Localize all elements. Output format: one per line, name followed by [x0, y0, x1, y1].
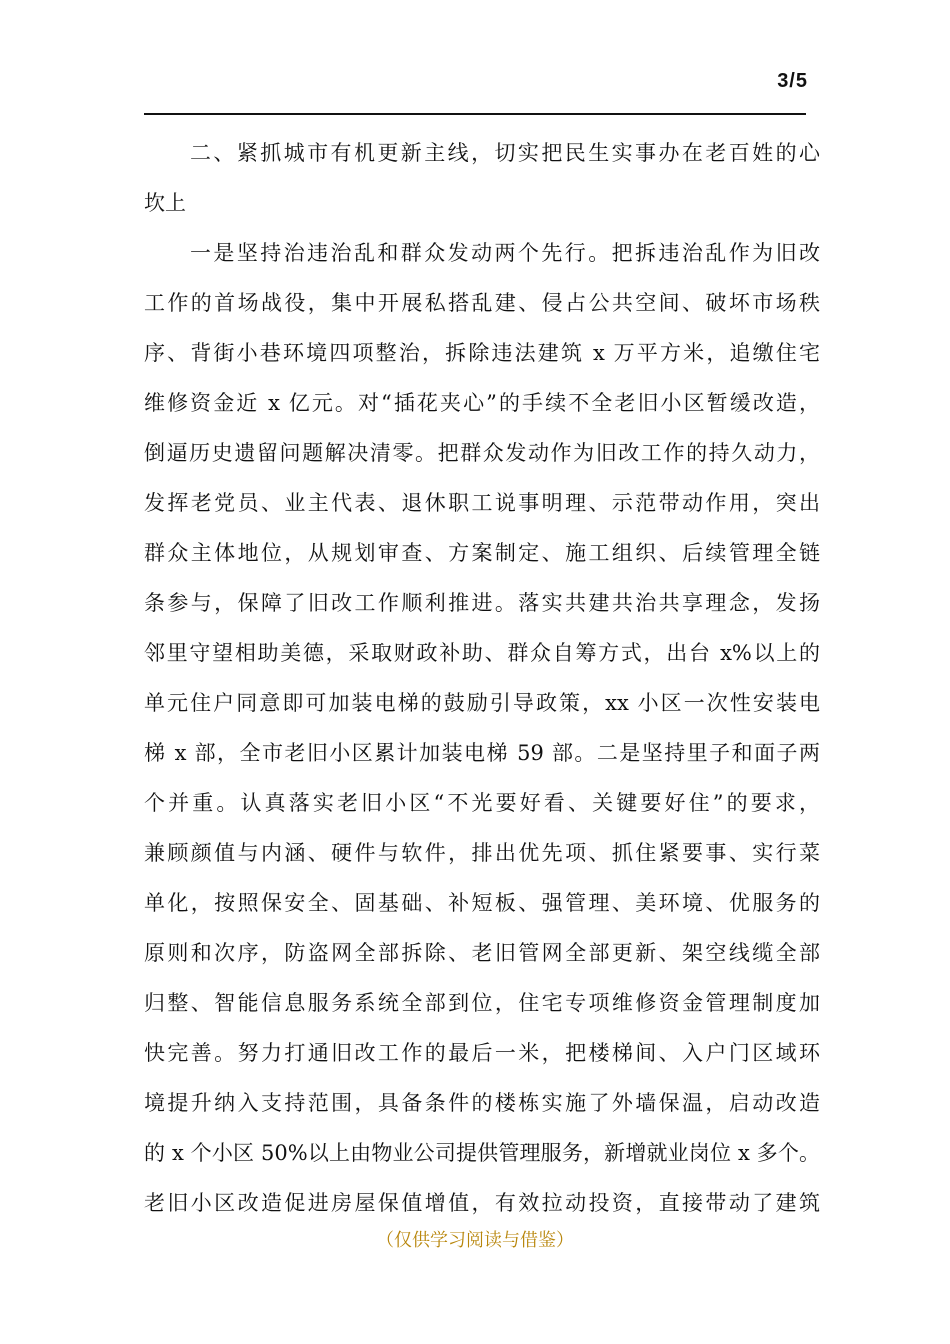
paragraph-line: 邻里守望相助美德，采取财政补助、群众自筹方式，出台 x%以上的 — [144, 641, 820, 665]
paragraph-line: 维修资金近 x 亿元。对“插花夹心”的手续不全老旧小区暂缓改造， — [144, 391, 820, 415]
paragraph-line: 个并重。认真落实老旧小区“不光要好看、关键要好住”的要求， — [144, 791, 820, 815]
section-heading-line: 坎上 — [144, 191, 186, 215]
paragraph-line: 工作的首场战役，集中开展私搭乱建、侵占公共空间、破坏市场秩 — [144, 291, 820, 315]
paragraph-line: 的 x 个小区 50%以上由物业公司提供管理服务，新增就业岗位 x 多个。 — [144, 1141, 820, 1165]
paragraph-line: 兼顾颜值与内涵、硬件与软件，排出优先项、抓住紧要事、实行菜 — [144, 841, 820, 865]
paragraph-line: 单化，按照保安全、固基础、补短板、强管理、美环境、优服务的 — [144, 891, 820, 915]
header-divider — [144, 113, 806, 115]
paragraph-line: 序、背街小巷环境四项整治，拆除违法建筑 x 万平方米，追缴住宅 — [144, 341, 820, 365]
section-heading-line: 二、紧抓城市有机更新主线，切实把民生实事办在老百姓的心 — [190, 141, 820, 165]
paragraph-line: 原则和次序，防盗网全部拆除、老旧管网全部更新、架空线缆全部 — [144, 941, 820, 965]
paragraph-line: 境提升纳入支持范围，具备条件的楼栋实施了外墙保温，启动改造 — [144, 1091, 820, 1115]
footer-disclaimer: （仅供学习阅读与借鉴） — [376, 1230, 574, 1251]
paragraph-line: 发挥老党员、业主代表、退休职工说事明理、示范带动作用，突出 — [144, 491, 820, 515]
paragraph-line: 一是坚持治违治乱和群众发动两个先行。把拆违治乱作为旧改 — [190, 241, 820, 265]
paragraph-line: 倒逼历史遗留问题解决清零。把群众发动作为旧改工作的持久动力， — [144, 441, 820, 465]
paragraph-line: 群众主体地位，从规划审查、方案制定、施工组织、后续管理全链 — [144, 541, 820, 565]
paragraph-line: 条参与，保障了旧改工作顺利推进。落实共建共治共享理念，发扬 — [144, 591, 820, 615]
paragraph-line: 快完善。努力打通旧改工作的最后一米，把楼梯间、入户门区域环 — [144, 1041, 820, 1065]
page-number: 3/5 — [777, 70, 808, 92]
paragraph-line: 归整、智能信息服务系统全部到位，住宅专项维修资金管理制度加 — [144, 991, 820, 1015]
document-body — [144, 128, 820, 1228]
paragraph-line: 梯 x 部，全市老旧小区累计加装电梯 59 部。二是坚持里子和面子两 — [144, 741, 820, 765]
paragraph-line: 单元住户同意即可加装电梯的鼓励引导政策，xx 小区一次性安装电 — [144, 691, 820, 715]
paragraph-line: 老旧小区改造促进房屋保值增值，有效拉动投资，直接带动了建筑 — [144, 1191, 820, 1215]
